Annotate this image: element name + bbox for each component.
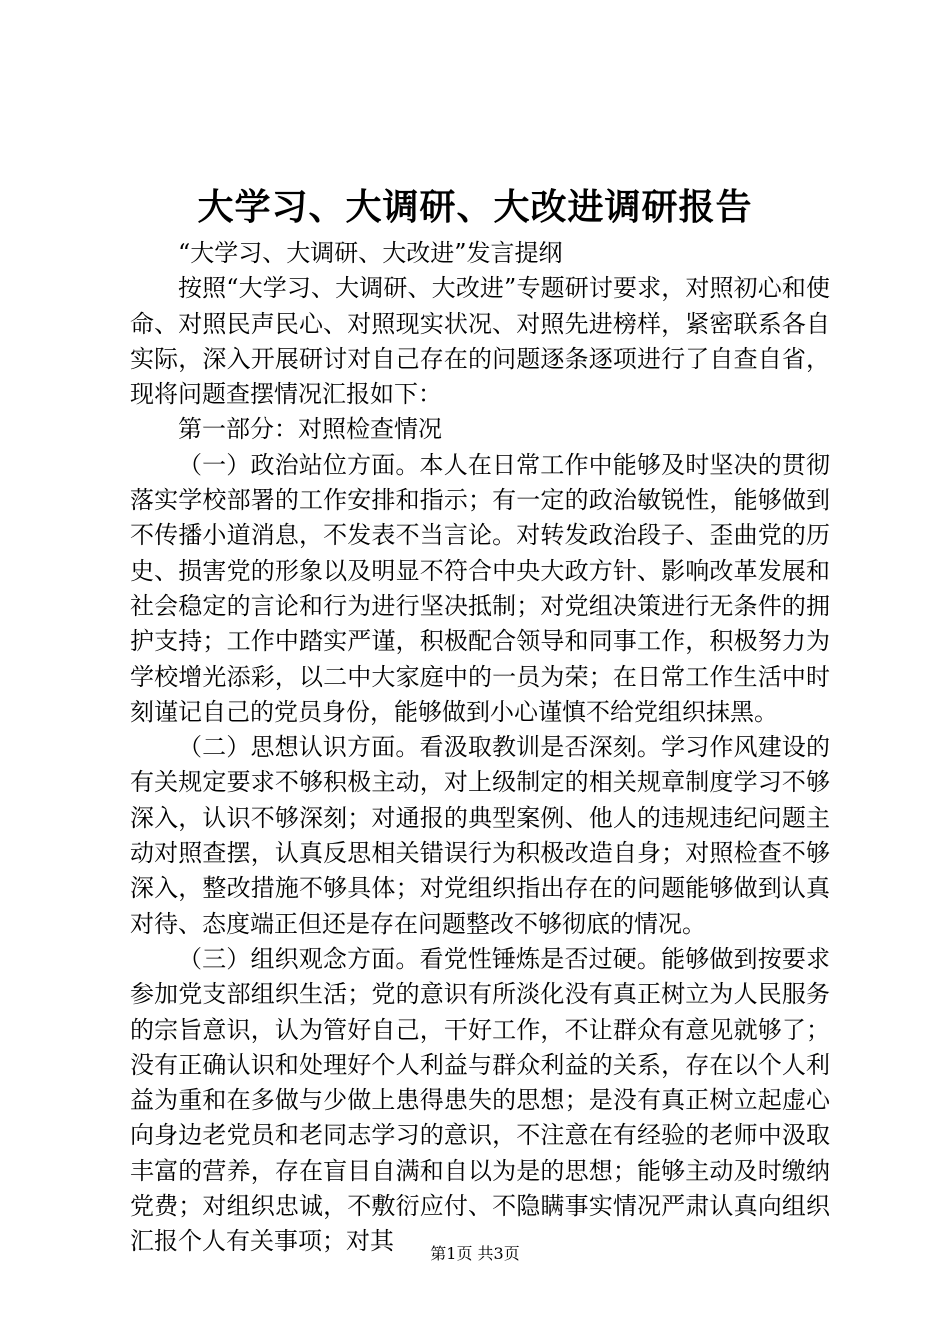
document-title: 大学习、大调研、大改进调研报告 — [197, 186, 753, 228]
intro-paragraph: 按照“大学习、大调研、大改进”专题研讨要求，对照初心和使命、对照民声民心、对照现实状况、对照先进榜样，紧密联系各自实际，深入开展研讨对自己存在的问题逐条逐项进行了自查自省，现将问题查摆情况汇报如下： — [130, 274, 830, 409]
page-footer: 第1页 共3页 — [430, 1244, 520, 1263]
item-organizational-concept: （三）组织观念方面。看党性锤炼是否过硬。能够做到按要求参加党支部组织生活；党的意识有所淡化没有真正树立为人民服务的宗旨意识，认为管好自己，干好工作，不让群众有意见就够了；没有正确认识和处理好个人利益与群众利益的关系，存在以个人利益为重和在多做与少做上患得患失的思想；是没有真正树立起虚心向身边老党员和老同志学习的意识，不注意在有经验的老师中汲取丰富的营养，存在盲目自满和自以为是的思想；能够主动及时缴纳党费；对组织忠诚，不敷衍应付、不隐瞒事实情况严肃认真向组织汇报个人有关事项；对其 — [130, 944, 830, 1256]
item-ideological-understanding: （二）思想认识方面。看汲取教训是否深刻。学习作风建设的有关规定要求不够积极主动，对上级制定的相关规章制度学习不够深入，认识不够深刻；对通报的典型案例、他人的违规违纪问题主动对照查摆，认真反思相关错误行为积极改造自身；对照检查不够深入，整改措施不够具体；对党组织指出存在的问题能够做到认真对待、态度端正但还是存在问题整改不够彻底的情况。 — [130, 733, 830, 938]
outline-heading: “大学习、大调研、大改进”发言提纲 — [178, 239, 563, 267]
item-political-stance: （一）政治站位方面。本人在日常工作中能够及时坚决的贯彻落实学校部署的工作安排和指示；有一定的政治敏锐性，能够做到不传播小道消息，不发表不当言论。对转发政治段子、歪曲党的历史、损害党的形象以及明显不符合中央大政方针、影响改革发展和社会稳定的言论和行为进行坚决抵制；对党组决策进行无条件的拥护支持；工作中踏实严谨，积极配合领导和同事工作，积极努力为学校增光添彩，以二中大家庭中的一员为荣；在日常工作生活中时刻谨记自己的党员身份，能够做到小心谨慎不给党组织抹黑。 — [130, 450, 830, 726]
section-heading: 第一部分：对照检查情况 — [178, 415, 442, 444]
document-body — [130, 236, 830, 1260]
